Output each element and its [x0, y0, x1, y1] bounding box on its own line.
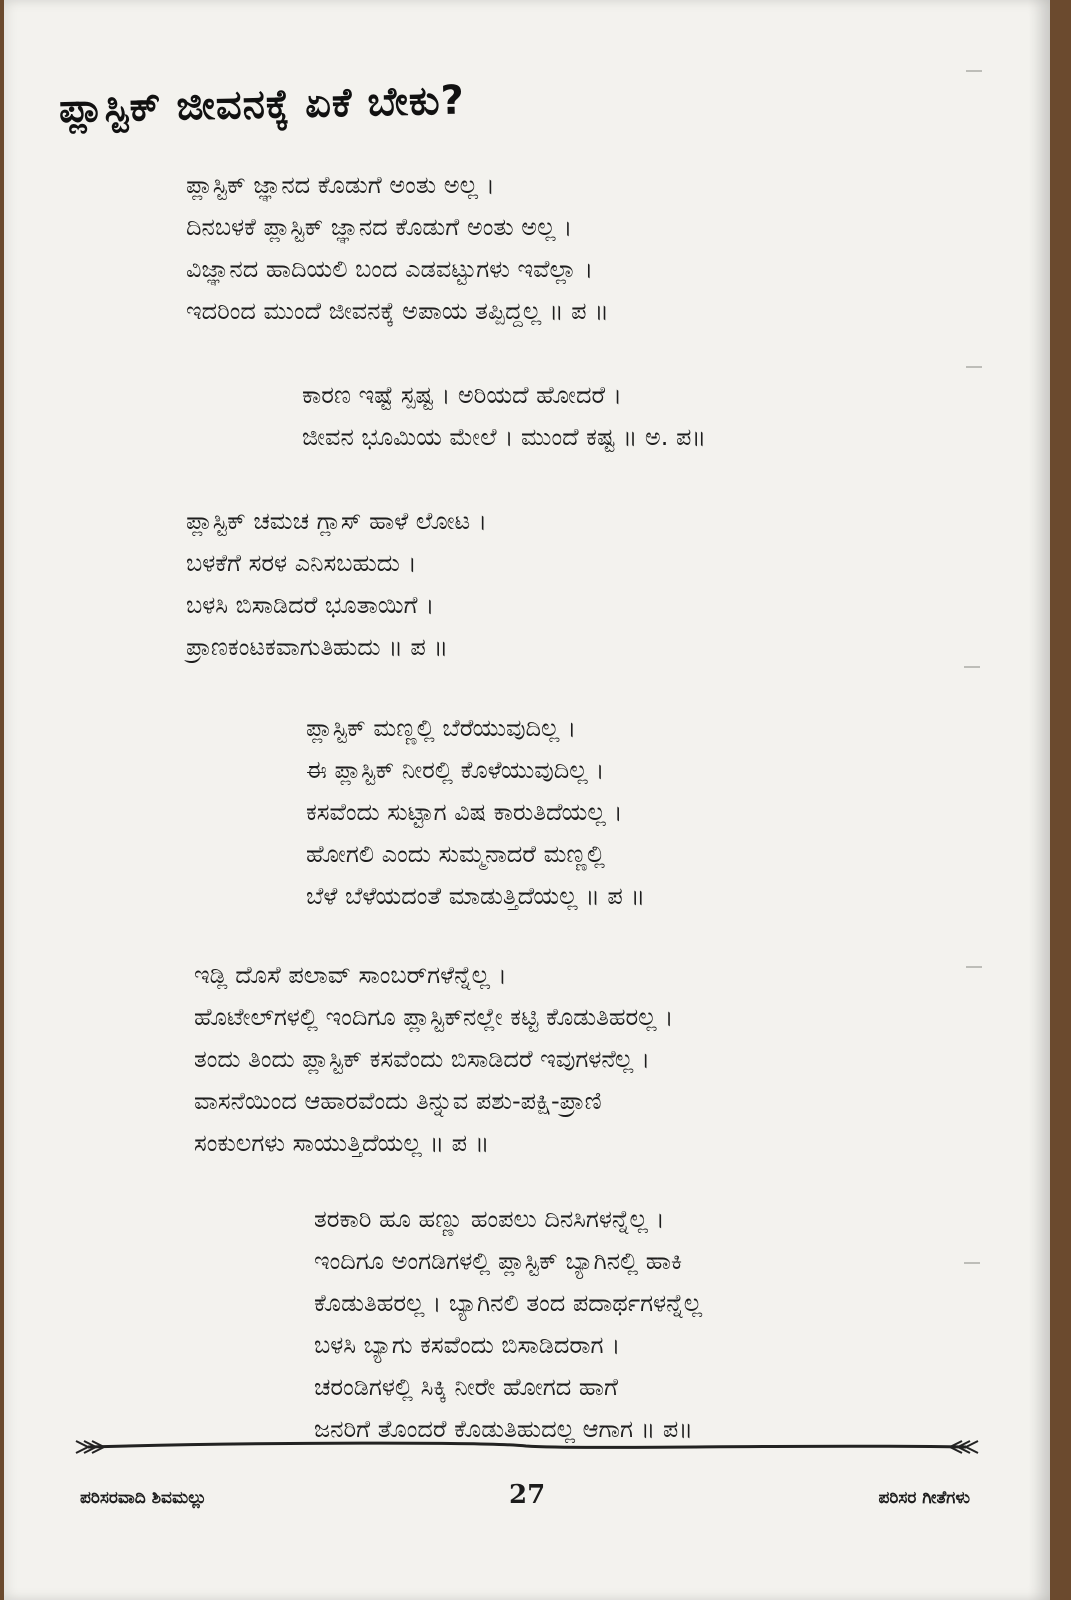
- poem-line: ತಂದು ತಿಂದು ಪ್ಲಾಸ್ಟಿಕ್ ಕಸವೆಂದು ಬಿಸಾಡಿದರೆ ಇವುಗಳನೆಲ್ಲ ।: [194, 1045, 651, 1073]
- poem-line: ವಾಸನೆಯಿಂದ ಆಹಾರವೆಂದು ತಿನ್ನುವ ಪಶು-ಪಕ್ಷಿ-ಪ್ರಾಣಿ: [194, 1087, 602, 1115]
- poem-line: ಜೀವನ ಭೂಮಿಯ ಮೇಲೆ । ಮುಂದೆ ಕಷ್ಟ ॥ ಅ. ಪ॥: [302, 423, 707, 451]
- footer-author: ಪರಿಸರವಾದಿ ಶಿವಮಲ್ಲು: [80, 1488, 207, 1508]
- margin-mark: [964, 666, 980, 668]
- stanza-6: [314, 1198, 702, 1450]
- page-number: 27: [509, 1480, 546, 1510]
- page-edge-shadow: [1028, 0, 1050, 1600]
- poem-line: ಕಾರಣ ಇಷ್ಟೆ ಸ್ಪಷ್ಟ । ಅರಿಯದೆ ಹೋದರೆ ।: [302, 381, 622, 409]
- poem-line: ಬಳಸಿ ಬಿಸಾಡಿದರೆ ಭೂತಾಯಿಗೆ ।: [186, 591, 435, 619]
- poem-line: ಇಂದಿಗೂ ಅಂಗಡಿಗಳಲ್ಲಿ ಪ್ಲಾಸ್ಟಿಕ್ ಬ್ಯಾಗಿನಲ್ಲಿ ಹಾಕಿ: [314, 1247, 683, 1275]
- poem-line: ಕೊಡುತಿಹರಲ್ಲ । ಬ್ಯಾಗಿನಲಿ ತಂದ ಪದಾರ್ಥಗಳನ್ನೆಲ್ಲ: [314, 1289, 703, 1317]
- ornamental-divider: [70, 1430, 984, 1464]
- poem-line: ಪ್ರಾಣಕಂಟಕವಾಗುತಿಹುದು ॥ ಪ ॥: [186, 633, 448, 661]
- footer-book-title: ಪರಿಸರ ಗೀತೆಗಳು: [878, 1488, 970, 1508]
- poem-line: ಕಸವೆಂದು ಸುಟ್ಟಾಗ ವಿಷ ಕಾರುತಿದೆಯಲ್ಲ ।: [306, 798, 623, 826]
- poem-line: ಬಳಸಿ ಬ್ಯಾಗು ಕಸವೆಂದು ಬಿಸಾಡಿದರಾಗ ।: [314, 1331, 621, 1359]
- stanza-1: [186, 164, 609, 332]
- stanza-5: [194, 954, 673, 1164]
- poem-line: ಚರಂಡಿಗಳಲ್ಲಿ ಸಿಕ್ಕಿ ನೀರೇ ಹೋಗದ ಹಾಗೆ: [314, 1373, 618, 1401]
- margin-mark: [966, 966, 982, 968]
- margin-mark: [966, 366, 982, 368]
- book-page: [4, 0, 1050, 1600]
- poem-line: ಇಡ್ಲಿ ದೊಸೆ ಪಲಾವ್ ಸಾಂಬರ್‌ಗಳೆನ್ನೆಲ್ಲ ।: [194, 961, 507, 989]
- stanza-3: [186, 500, 487, 668]
- poem-line: ದಿನಬಳಕೆ ಪ್ಲಾಸ್ಟಿಕ್ ಜ್ಞಾನದ ಕೊಡುಗೆ ಅಂತು ಅಲ್ಲ ।: [186, 213, 573, 241]
- poem-line: ಪ್ಲಾಸ್ಟಿಕ್ ಜ್ಞಾನದ ಕೊಡುಗೆ ಅಂತು ಅಲ್ಲ ।: [186, 171, 495, 199]
- poem-line: ಹೊಟೇಲ್‌ಗಳಲ್ಲಿ ಇಂದಿಗೂ ಪ್ಲಾಸ್ಟಿಕ್‌ನಲ್ಲೇ ಕಟ್ಟಿ ಕೊಡುತಿಹರಲ್ಲ ।: [194, 1003, 674, 1031]
- poem-line: ವಿಜ್ಞಾನದ ಹಾದಿಯಲಿ ಬಂದ ಎಡವಟ್ಟುಗಳು ಇವೆಲ್ಲಾ ।: [186, 255, 594, 283]
- poem-line: ತರಕಾರಿ ಹೂ ಹಣ್ಣು ಹಂಪಲು ದಿನಸಿಗಳನ್ನೆಲ್ಲ ।: [314, 1205, 665, 1233]
- poem-line: ಪ್ಲಾಸ್ಟಿಕ್ ಮಣ್ಣಲ್ಲಿ ಬೆರೆಯುವುದಿಲ್ಲ ।: [306, 714, 577, 742]
- poem-line: ಈ ಪ್ಲಾಸ್ಟಿಕ್ ನೀರಲ್ಲಿ ಕೊಳೆಯುವುದಿಲ್ಲ ।: [306, 756, 605, 784]
- poem-line: ಜನರಿಗೆ ತೊಂದರೆ ಕೊಡುತಿಹುದಲ್ಲ ಆಗಾಗ ॥ ಪ॥: [314, 1415, 693, 1443]
- poem-line: ಹೋಗಲಿ ಎಂದು ಸುಮ್ಮನಾದರೆ ಮಣ್ಣಲ್ಲಿ: [306, 840, 605, 868]
- margin-mark: [964, 1262, 980, 1264]
- stanza-4: [306, 707, 645, 917]
- poem-line: ಬೆಳೆ ಬೆಳೆಯದಂತೆ ಮಾಡುತ್ತಿದೆಯಲ್ಲ ॥ ಪ ॥: [306, 882, 646, 910]
- poem-title: ಪ್ಲಾಸ್ಟಿಕ್ ಜೀವನಕ್ಕೆ ಏಕೆ ಬೇಕು?: [58, 77, 466, 132]
- poem-line: ಸಂಕುಲಗಳು ಸಾಯುತ್ತಿದೆಯಲ್ಲ ॥ ಪ ॥: [194, 1129, 490, 1157]
- poem-line: ಪ್ಲಾಸ್ಟಿಕ್ ಚಮಚ ಗ್ಲಾಸ್ ಹಾಳೆ ಲೋಟ ।: [186, 507, 487, 535]
- stanza-2: [302, 374, 706, 458]
- poem-line: ಇದರಿಂದ ಮುಂದೆ ಜೀವನಕ್ಕೆ ಅಪಾಯ ತಪ್ಪಿದ್ದಲ್ಲ ॥ ಪ ॥: [186, 297, 609, 325]
- poem-line: ಬಳಕೆಗೆ ಸರಳ ಎನಿಸಬಹುದು ।: [186, 549, 417, 577]
- margin-mark: [966, 70, 982, 72]
